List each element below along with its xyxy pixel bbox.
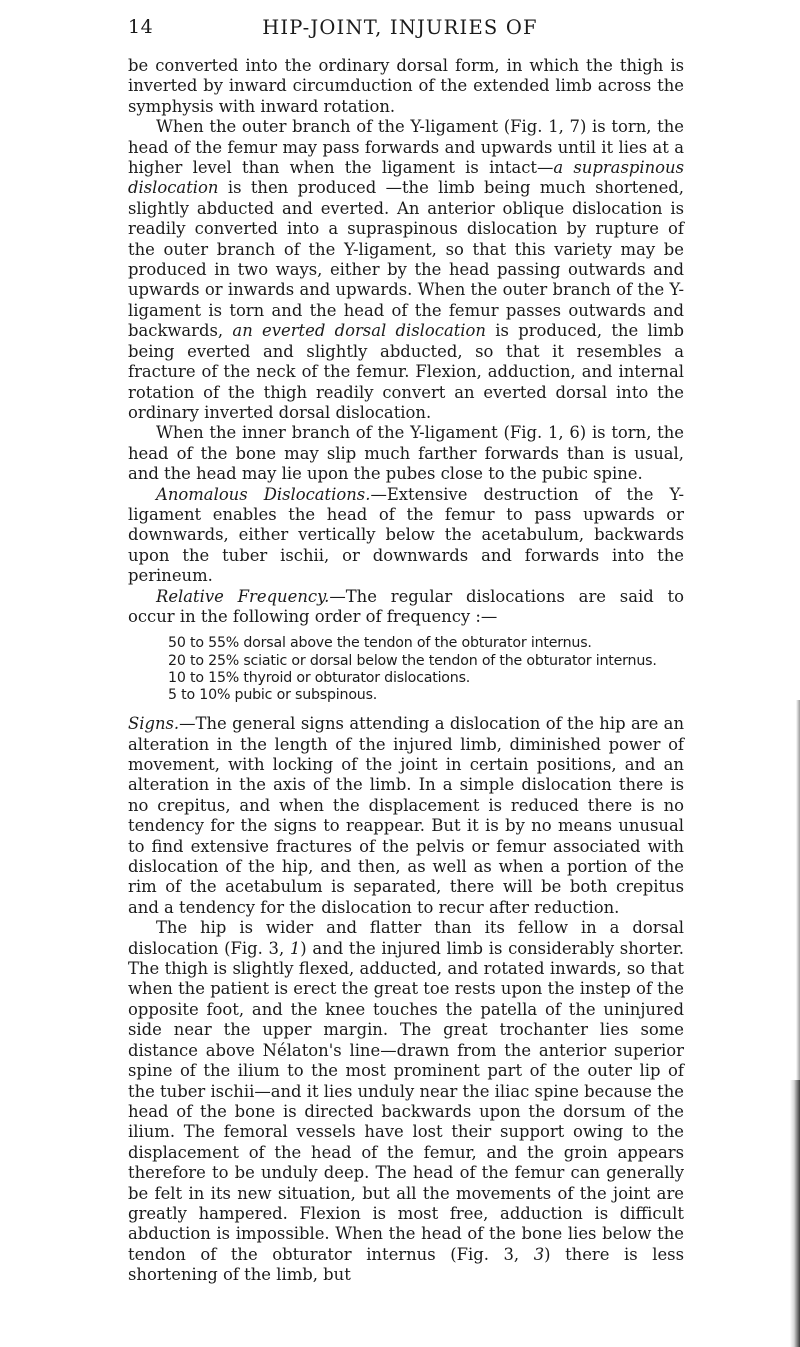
paragraph-anomalous: [128, 485, 684, 587]
page-header: [0, 14, 800, 44]
paragraph-inner-branch: When the inner branch of the Y-ligament (Fig. 1, 6) is torn, the head of the bone may slip much farther forwards than is usual, and the head may lie upon the pubes close to the pubic spine.: [128, 423, 684, 484]
text-run: ) and the injured limb is considerably shorter. The thigh is slightly flexed, adducted, and rotated inwards, so that when the patient is erect the great toe rests upon the instep of the opposite foot, and the knee touches the patella of the uninjured side near the upper margin. The great trochanter lies some distance above Nélaton's line—drawn from the anterior superior spine of the ilium to the most prominent part of the outer lip of the tuber ischii—and it lies unduly near the iliac spine because the head of the bone is directed backwards upon the dorsum of the ilium. The femoral vessels have lost their support owing to the displacement of the head of the femur, and the groin appears therefore to be unduly deep. The head of the femur can generally be felt in its new situation, but all the movements of the joint are greatly hampered. Flexion is most free, adduction is difficult abduction is impossible. When the head of the bone lies below the tendon of the obturator internus (Fig. 3,: [128, 938, 684, 1264]
text-run: —The regular dislocations are said to occur in the following order of frequency :—: [128, 586, 684, 626]
frequency-item: 50 to 55% dorsal above the tendon of the obturator internus.: [168, 635, 592, 652]
italic-term: an everted dorsal dislocation: [232, 321, 486, 341]
page-edge-shadow: [796, 700, 800, 1080]
text-run: The hip is wider and flatter than its fellow in a dorsal dislocation (Fig. 3,: [128, 918, 684, 958]
frequency-item: 10 to 15% thyroid or obturator dislocations.: [168, 669, 471, 686]
paragraph-signs: [128, 714, 684, 918]
paragraph-frequency: [128, 587, 684, 628]
text-run: —The general signs attending a dislocation of the hip are an alteration in the length of the injured limb, diminished power of movement, with locking of the joint in certain positions, and an alteration in the axis of the limb. In a simple dislocation there is no crepitus, and when the displacement is reduced there is no tendency for the signs to reappear. But it is by no means unusual to find extensive fractures of the pelvis or femur associated with dislocation of the hip, and then, as well as when a portion of the rim of the acetabulum is separated, there will be both crepitus and a tendency for the dislocation to recur after reduction.: [128, 714, 684, 917]
body-text: [128, 56, 684, 1286]
frequency-item: 20 to 25% sciatic or dorsal below the tendon of the obturator internus.: [168, 652, 657, 669]
frequency-item: 5 to 10% pubic or subspinous.: [168, 686, 378, 703]
page-number: 14: [128, 16, 154, 38]
section-heading: Relative Frequency.: [156, 586, 330, 606]
text-run: When the outer branch of the Y-ligament (Fig. 1, 7) is torn, the head of the femur may pass forwards and upwards until it lies at a higher level than when the ligament is intact—: [128, 117, 684, 178]
italic-term: a supraspinous dislocation: [128, 158, 684, 198]
figure-ref: 3: [533, 1244, 545, 1264]
text-run: is produced, the limb being everted and slightly abducted, so that it resembles a fracture of the neck of the femur. Flexion, adduction, and internal rotation of the thigh readily convert an everted dorsal into the ordinary inverted dorsal dislocation.: [128, 321, 684, 422]
page-edge-dark: [790, 1080, 800, 1347]
text-run: —Extensive destruction of the Y-ligament enables the head of the femur to pass upwards or downwards, either vertically below the acetabulum, backwards upon the tuber ischii, or downwards and forwards into the perineum.: [128, 484, 684, 586]
text-run: ) there is less shortening of the limb, but: [128, 1244, 685, 1285]
frequency-list: [168, 635, 684, 704]
paragraph-dorsal-signs: [128, 918, 684, 1285]
section-heading: Anomalous Dislocations.: [156, 484, 371, 504]
paragraph-continuation: be converted into the ordinary dorsal form, in which the thigh is inverted by inward circumduction of the extended limb across the symphysis with inward rotation.: [128, 56, 684, 116]
text-run: is then produced —the limb being much shortened, slightly abducted and everted. An anterior oblique dislocation is readily converted into a supraspinous dislocation by rupture of the outer branch of the Y-ligament, so that this variety may be produced in two ways, either by the head passing outwards and upwards or inwards and upwards. When the outer branch of the Y-ligament is torn and the head of the femur passes outwards and backwards,: [128, 178, 684, 341]
section-heading: Signs.: [128, 714, 180, 734]
figure-ref: 1: [289, 938, 301, 958]
running-head: HIP-JOINT, INJURIES OF: [262, 16, 538, 39]
paragraph-outer-branch: [128, 117, 684, 423]
